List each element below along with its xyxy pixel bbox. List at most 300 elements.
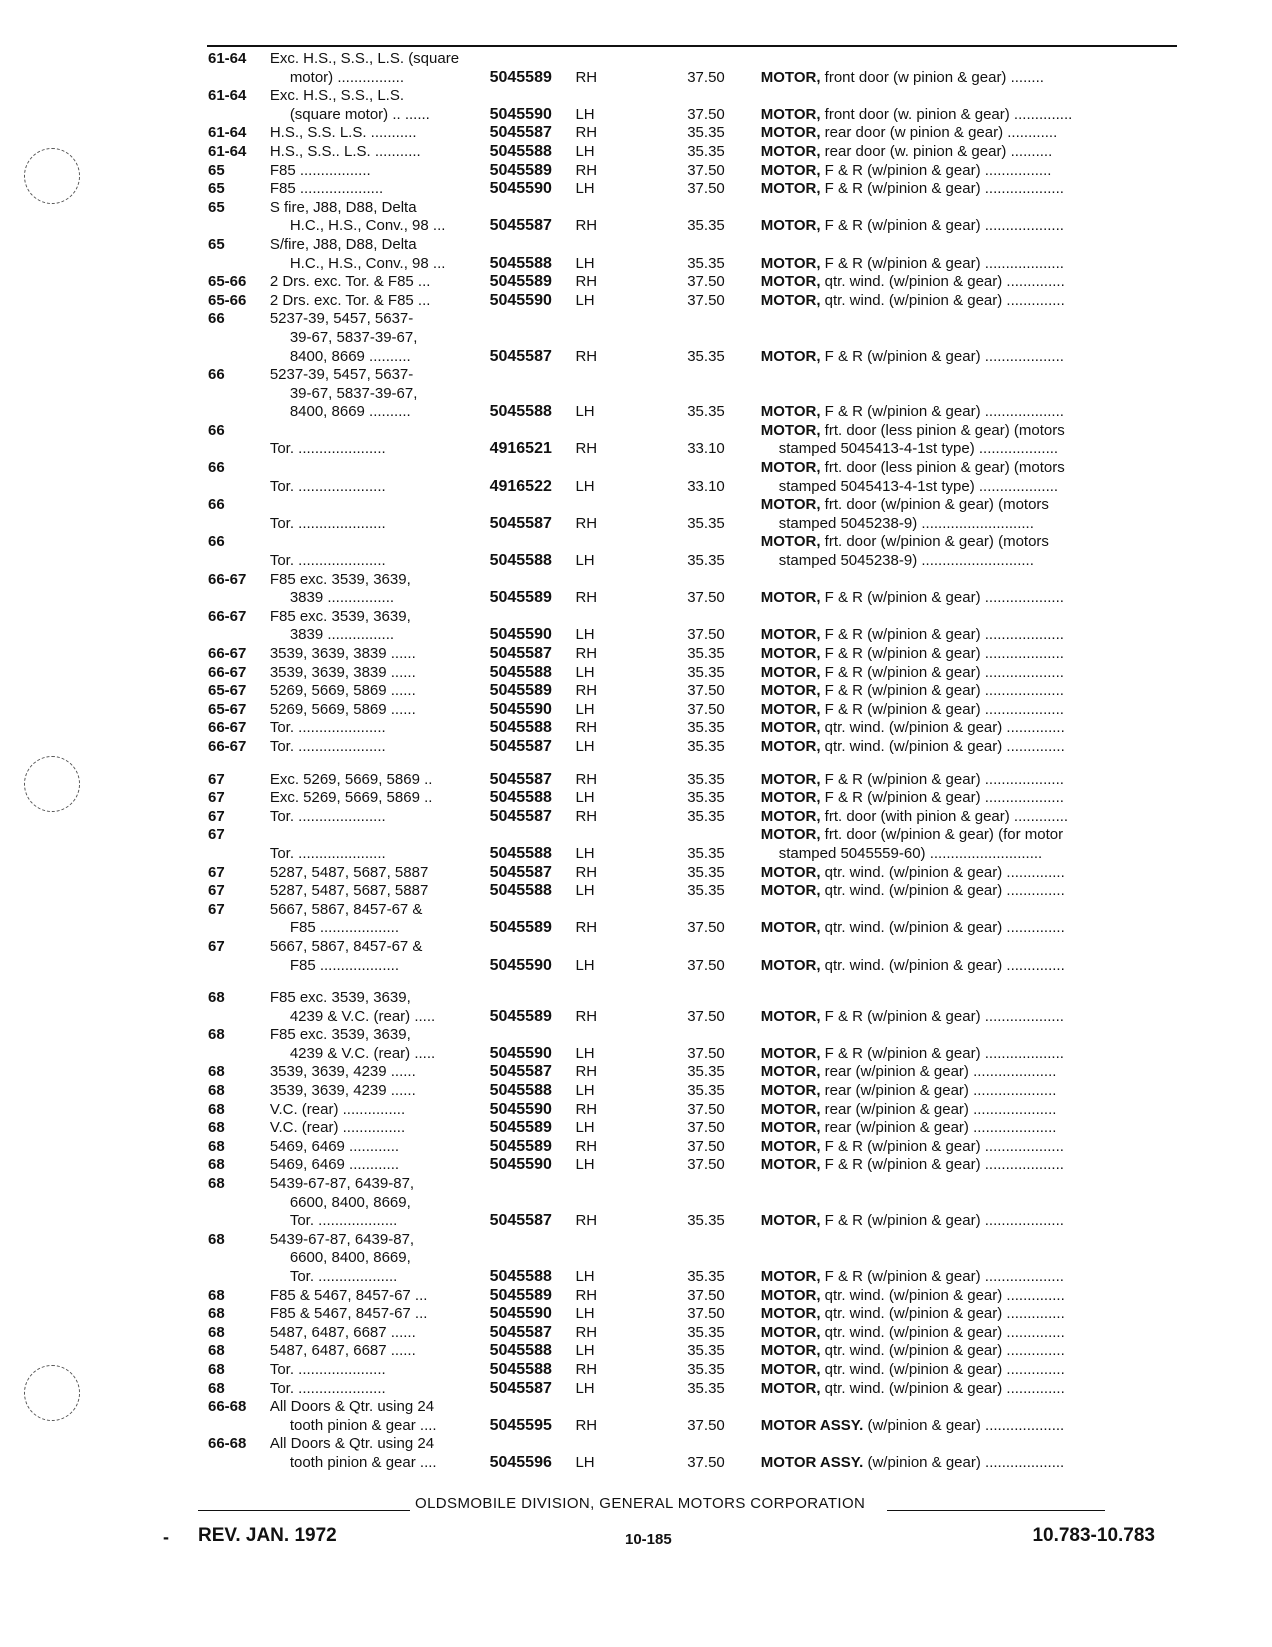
side: RH xyxy=(575,1323,598,1341)
model-year: 61-64 xyxy=(208,142,247,160)
part-number: 5045587 xyxy=(489,1323,552,1341)
description-line xyxy=(761,1156,1180,1175)
description xyxy=(761,719,1180,738)
table-row xyxy=(200,50,1180,87)
description-text: F & R (w/pinion & gear) ................... xyxy=(824,663,1064,681)
table-row xyxy=(200,682,1180,701)
description-text: F & R (w/pinion & gear) ................... xyxy=(824,1007,1064,1025)
model-year: 65-66 xyxy=(208,291,247,309)
description-line xyxy=(761,701,1180,720)
price: 37.50 xyxy=(687,1286,725,1304)
model-year: 65-67 xyxy=(208,682,247,700)
description-keyword: MOTOR, xyxy=(760,770,821,788)
description-text: qtr. wind. (w/pinion & gear) .............. xyxy=(824,882,1065,900)
description-line xyxy=(761,1324,1180,1343)
side: LH xyxy=(575,663,595,681)
model-year: 66-68 xyxy=(208,1398,247,1416)
application-line: V.C. (rear) ............... xyxy=(269,1100,406,1118)
application-line: F85 ................... xyxy=(289,956,400,974)
application-line: 5469, 6469 ............ xyxy=(269,1137,400,1155)
table-row xyxy=(200,124,1180,143)
table-row xyxy=(200,422,1180,459)
side: RH xyxy=(575,1416,598,1434)
description-text: frt. door (w/pinion & gear) (motors xyxy=(824,496,1049,514)
side: RH xyxy=(575,770,598,788)
application-line: Exc. 5269, 5669, 5869 .. xyxy=(269,770,433,788)
description-keyword: MOTOR, xyxy=(760,1305,821,1323)
part-number: 5045588 xyxy=(489,1360,552,1378)
description-keyword: MOTOR, xyxy=(760,273,821,291)
binder-hole-top xyxy=(24,148,80,204)
part-number: 5045588 xyxy=(489,552,552,570)
application-line: 8400, 8669 .......... xyxy=(289,403,411,421)
application-line: S/fire, J88, D88, Delta xyxy=(269,235,417,253)
description xyxy=(761,826,1180,863)
price: 37.50 xyxy=(687,161,725,179)
application-line: Exc. 5269, 5669, 5869 .. xyxy=(269,789,433,807)
application xyxy=(270,1026,490,1063)
part-number: 5045590 xyxy=(489,105,552,123)
application-line: Tor. ..................... xyxy=(269,552,386,570)
part-number: 5045589 xyxy=(489,273,552,291)
description-text: qtr. wind. (w/pinion & gear) .............. xyxy=(824,1379,1065,1397)
description-text: qtr. wind. (w/pinion & gear) .............. xyxy=(824,719,1065,737)
application xyxy=(270,989,490,1026)
description xyxy=(761,1026,1180,1063)
part-number: 5045587 xyxy=(489,645,552,662)
description-line xyxy=(761,180,1180,199)
side: RH xyxy=(575,1137,598,1155)
part-number: 5045589 xyxy=(489,919,552,937)
description-keyword: MOTOR, xyxy=(760,1323,821,1341)
part-number: 5045588 xyxy=(489,663,552,681)
application-line: 2 Drs. exc. Tor. & F85 ... xyxy=(269,291,431,309)
parts-table xyxy=(200,50,1180,1473)
description-line xyxy=(761,626,1180,645)
model-year: 61-64 xyxy=(208,124,247,142)
application xyxy=(270,496,490,533)
description xyxy=(761,1156,1180,1175)
description-text: stamped 5045413-4-1st type) ................... xyxy=(778,440,1059,458)
description xyxy=(761,682,1180,701)
description-line xyxy=(761,1082,1180,1101)
description-keyword: MOTOR, xyxy=(760,645,821,662)
description-keyword: MOTOR, xyxy=(760,142,821,160)
side: RH xyxy=(575,645,598,662)
description-text: qtr. wind. (w/pinion & gear) .............. xyxy=(824,919,1065,937)
price: 35.35 xyxy=(687,645,725,662)
description-text: F & R (w/pinion & gear) ................... xyxy=(824,217,1064,235)
table-row xyxy=(200,738,1180,757)
description-line xyxy=(761,826,1180,845)
price: 35.35 xyxy=(687,1063,725,1081)
application-line: Tor. ..................... xyxy=(269,440,386,458)
description-keyword: MOTOR, xyxy=(760,682,821,700)
price: 37.50 xyxy=(687,1100,725,1118)
table-row xyxy=(200,645,1180,664)
description-line xyxy=(761,1417,1180,1436)
description-keyword: MOTOR, xyxy=(760,1156,821,1174)
application-line: 5269, 5669, 5869 ...... xyxy=(269,700,416,718)
part-number: 5045589 xyxy=(489,682,552,700)
description-line xyxy=(761,808,1180,827)
table-row xyxy=(200,1361,1180,1380)
footer-rule-left xyxy=(198,1510,410,1511)
table-row xyxy=(200,901,1180,938)
part-number: 5045587 xyxy=(489,1063,552,1081)
model-year: 61-64 xyxy=(208,50,247,67)
description-line xyxy=(761,919,1180,938)
application xyxy=(270,808,490,827)
part-number: 5045587 xyxy=(489,863,552,881)
application-line: All Doors & Qtr. using 24 xyxy=(269,1435,435,1453)
side: LH xyxy=(575,700,595,718)
description-text: frt. door (less pinion & gear) (motors xyxy=(824,421,1065,439)
description-line xyxy=(761,422,1180,441)
description-line xyxy=(761,771,1180,790)
table-row xyxy=(200,664,1180,683)
part-number: 5045588 xyxy=(489,1082,552,1100)
table-row xyxy=(200,771,1180,790)
application xyxy=(270,459,490,496)
description xyxy=(761,1361,1180,1380)
gap-cell xyxy=(200,975,1180,989)
application xyxy=(270,771,490,790)
application xyxy=(270,1380,490,1399)
description xyxy=(761,1231,1180,1287)
application xyxy=(270,664,490,683)
description-line xyxy=(761,273,1180,292)
description-line xyxy=(761,1287,1180,1306)
side: LH xyxy=(575,626,595,644)
description-keyword: MOTOR, xyxy=(760,1286,821,1304)
application-line: 5287, 5487, 5687, 5887 xyxy=(269,882,429,900)
division-title: OLDSMOBILE DIVISION, GENERAL MOTORS CORPORATION xyxy=(415,1495,866,1512)
description-line xyxy=(761,440,1180,459)
description-keyword: MOTOR, xyxy=(760,105,821,123)
description-line xyxy=(761,645,1180,664)
part-number: 5045590 xyxy=(489,180,552,198)
description-line xyxy=(761,217,1180,236)
description-text: qtr. wind. (w/pinion & gear) .............. xyxy=(824,737,1065,755)
description-keyword: MOTOR, xyxy=(760,124,821,142)
table-row xyxy=(200,701,1180,720)
application xyxy=(270,273,490,292)
description-text: (w/pinion & gear) ................... xyxy=(867,1416,1065,1434)
description-keyword: MOTOR, xyxy=(760,956,821,974)
description-text: rear (w/pinion & gear) .................... xyxy=(824,1100,1057,1118)
table-row xyxy=(200,1082,1180,1101)
description-line xyxy=(761,682,1180,701)
application-line: Tor. ..................... xyxy=(269,807,386,825)
model-year: 68 xyxy=(208,1100,225,1118)
application-line: H.C., H.S., Conv., 98 ... xyxy=(289,217,446,235)
description-text: front door (w pinion & gear) ........ xyxy=(824,68,1044,86)
application xyxy=(270,938,490,975)
description-text: stamped 5045559-60) ........................... xyxy=(778,844,1043,862)
part-number: 5045587 xyxy=(489,217,552,235)
application xyxy=(270,422,490,459)
description xyxy=(761,1324,1180,1343)
application-line: F85 exc. 3539, 3639, xyxy=(269,989,411,1007)
description-keyword: MOTOR, xyxy=(760,496,821,514)
price: 37.50 xyxy=(687,626,725,644)
application-line: 4239 & V.C. (rear) ..... xyxy=(289,1044,436,1062)
description xyxy=(761,459,1180,496)
description-line xyxy=(761,789,1180,808)
description-text: F & R (w/pinion & gear) ................... xyxy=(824,180,1064,198)
side: LH xyxy=(575,1044,595,1062)
description-keyword: MOTOR, xyxy=(760,807,821,825)
table-row xyxy=(200,808,1180,827)
application-line: Tor. ..................... xyxy=(269,737,386,755)
part-number: 5045589 xyxy=(489,161,552,179)
description-line xyxy=(761,348,1180,367)
side: LH xyxy=(575,1156,595,1174)
description xyxy=(761,1082,1180,1101)
description xyxy=(761,1287,1180,1306)
side: LH xyxy=(575,737,595,755)
side: LH xyxy=(575,105,595,123)
table-row xyxy=(200,1435,1180,1472)
model-year: 66-67 xyxy=(208,663,247,681)
model-year: 65-66 xyxy=(208,273,247,291)
description xyxy=(761,1175,1180,1231)
description-line xyxy=(761,69,1180,88)
application xyxy=(270,789,490,808)
description-keyword: MOTOR, xyxy=(760,719,821,737)
description-text: front door (w. pinion & gear) .............. xyxy=(824,105,1073,123)
part-number: 5045588 xyxy=(489,1342,552,1360)
description-line xyxy=(761,292,1180,311)
application xyxy=(270,1063,490,1082)
table-row xyxy=(200,571,1180,608)
price: 37.50 xyxy=(687,1007,725,1025)
price: 37.50 xyxy=(687,1156,725,1174)
model-year: 68 xyxy=(208,1026,225,1044)
description xyxy=(761,310,1180,366)
side: LH xyxy=(575,1119,595,1137)
description-line xyxy=(761,1342,1180,1361)
application xyxy=(270,1231,490,1287)
application xyxy=(270,1119,490,1138)
description-text: stamped 5045413-4-1st type) ................... xyxy=(778,477,1059,495)
side: RH xyxy=(575,440,598,458)
application-line: Exc. H.S., S.S., L.S. (square xyxy=(269,50,460,67)
description xyxy=(761,608,1180,645)
application-line: 5487, 6487, 6687 ...... xyxy=(269,1342,416,1360)
description-line xyxy=(761,1045,1180,1064)
table-row xyxy=(200,236,1180,273)
application-line: All Doors & Qtr. using 24 xyxy=(269,1398,435,1416)
description-line xyxy=(761,1454,1180,1473)
part-number: 5045588 xyxy=(489,254,552,272)
side: LH xyxy=(575,1305,595,1323)
application-line: 3539, 3639, 3839 ...... xyxy=(269,663,416,681)
description-line xyxy=(761,403,1180,422)
application xyxy=(270,608,490,645)
description-line xyxy=(761,533,1180,552)
model-year: 66-67 xyxy=(208,719,247,737)
description-line xyxy=(761,882,1180,901)
table-row xyxy=(200,1398,1180,1435)
model-year: 66 xyxy=(208,496,225,514)
table-row xyxy=(200,1101,1180,1120)
model-year: 68 xyxy=(208,1119,225,1137)
application-line: H.C., H.S., Conv., 98 ... xyxy=(289,254,446,272)
description-text: F & R (w/pinion & gear) ................... xyxy=(824,254,1064,272)
side: RH xyxy=(575,682,598,700)
description-keyword: MOTOR, xyxy=(760,533,821,551)
part-number: 5045587 xyxy=(489,514,552,532)
description-keyword: MOTOR, xyxy=(760,1119,821,1137)
price: 35.35 xyxy=(687,719,725,737)
application xyxy=(270,1324,490,1343)
side: LH xyxy=(575,142,595,160)
description-text: qtr. wind. (w/pinion & gear) .............. xyxy=(824,1305,1065,1323)
description-keyword: MOTOR, xyxy=(760,789,821,807)
description-text: rear (w/pinion & gear) .................... xyxy=(824,1082,1057,1100)
part-number: 5045588 xyxy=(489,789,552,807)
price: 37.50 xyxy=(687,682,725,700)
price: 33.10 xyxy=(687,440,725,458)
price: 35.35 xyxy=(687,1268,725,1285)
application-line: 5269, 5669, 5869 ...... xyxy=(269,682,416,700)
description-line xyxy=(761,1119,1180,1138)
gap-cell xyxy=(200,757,1180,771)
part-number: 5045587 xyxy=(489,807,552,825)
description-text: qtr. wind. (w/pinion & gear) .............. xyxy=(824,1342,1065,1360)
price: 35.35 xyxy=(687,1323,725,1341)
application xyxy=(270,701,490,720)
side: LH xyxy=(575,1379,595,1397)
application-line: Tor. ..................... xyxy=(269,477,386,495)
table-row xyxy=(200,608,1180,645)
section-number: 10.783-10.783 xyxy=(1032,1525,1155,1546)
price: 37.50 xyxy=(687,291,725,309)
application xyxy=(270,162,490,181)
description-line xyxy=(761,1008,1180,1027)
price: 37.50 xyxy=(687,1453,725,1471)
price: 37.50 xyxy=(687,919,725,937)
price: 35.35 xyxy=(687,552,725,570)
footer-rule-right xyxy=(887,1510,1105,1511)
model-year: 67 xyxy=(208,900,225,918)
application-line: Tor. ..................... xyxy=(269,844,386,862)
description-line xyxy=(761,1212,1180,1231)
part-number: 5045590 xyxy=(489,1156,552,1174)
side: RH xyxy=(575,1007,598,1025)
part-number: 5045587 xyxy=(489,770,552,788)
part-number: 5045587 xyxy=(489,1212,552,1230)
table-row xyxy=(200,310,1180,366)
description xyxy=(761,1380,1180,1399)
description-text: frt. door (w/pinion & gear) (for motor xyxy=(824,826,1064,844)
application xyxy=(270,1156,490,1175)
side: LH xyxy=(575,403,595,421)
application xyxy=(270,1398,490,1435)
description xyxy=(761,864,1180,883)
application-line: 5237-39, 5457, 5637- xyxy=(269,310,414,328)
description-keyword: MOTOR, xyxy=(760,1212,821,1230)
description-text: qtr. wind. (w/pinion & gear) .............. xyxy=(824,1323,1065,1341)
description xyxy=(761,738,1180,757)
description-line xyxy=(761,957,1180,976)
application xyxy=(270,901,490,938)
application-line: 5287, 5487, 5687, 5887 xyxy=(269,863,429,881)
description xyxy=(761,645,1180,664)
application-line: 3539, 3639, 4239 ...... xyxy=(269,1063,416,1081)
application-line: 6600, 8400, 8669, xyxy=(289,1193,411,1211)
side: LH xyxy=(575,956,595,974)
model-year: 65 xyxy=(208,198,225,216)
application xyxy=(270,1287,490,1306)
description xyxy=(761,1063,1180,1082)
description-text: rear door (w pinion & gear) ............ xyxy=(824,124,1058,142)
description-line xyxy=(761,1138,1180,1157)
application xyxy=(270,826,490,863)
description-line xyxy=(761,1380,1180,1399)
description-text: F & R (w/pinion & gear) ................... xyxy=(824,347,1064,365)
price: 35.35 xyxy=(687,1342,725,1360)
description xyxy=(761,162,1180,181)
description-text: stamped 5045238-9) ........................... xyxy=(778,514,1034,532)
side: RH xyxy=(575,514,598,532)
model-year: 68 xyxy=(208,1082,225,1100)
binder-hole-bottom xyxy=(24,1365,80,1421)
price: 35.35 xyxy=(687,1082,725,1100)
side: RH xyxy=(575,919,598,937)
side: RH xyxy=(575,863,598,881)
application xyxy=(270,645,490,664)
description-line xyxy=(761,255,1180,274)
application-line: F85 ................... xyxy=(289,919,400,937)
application-line: tooth pinion & gear .... xyxy=(289,1416,437,1434)
application-line: 8400, 8669 .......... xyxy=(289,347,411,365)
side: RH xyxy=(575,719,598,737)
side: LH xyxy=(575,1342,595,1360)
description-text: frt. door (with pinion & gear) ............. xyxy=(824,807,1069,825)
section-gap xyxy=(200,975,1180,989)
model-year: 66-67 xyxy=(208,570,247,588)
application-line: Tor. ..................... xyxy=(269,1360,386,1378)
description-keyword: MOTOR, xyxy=(760,1137,821,1155)
part-number: 5045589 xyxy=(489,1286,552,1304)
table-row xyxy=(200,719,1180,738)
application xyxy=(270,180,490,199)
side: RH xyxy=(575,68,598,86)
model-year: 65 xyxy=(208,161,225,179)
description xyxy=(761,789,1180,808)
model-year: 66-67 xyxy=(208,737,247,755)
description-line xyxy=(761,143,1180,162)
application-line: 39-67, 5837-39-67, xyxy=(289,384,418,402)
price: 37.50 xyxy=(687,180,725,198)
description-line xyxy=(761,719,1180,738)
side: LH xyxy=(575,882,595,900)
price: 35.35 xyxy=(687,863,725,881)
description xyxy=(761,901,1180,938)
model-year: 61-64 xyxy=(208,87,247,105)
model-year: 68 xyxy=(208,1305,225,1323)
description-keyword: MOTOR, xyxy=(760,589,821,607)
side: RH xyxy=(575,589,598,607)
table-row xyxy=(200,496,1180,533)
application-line: S fire, J88, D88, Delta xyxy=(269,198,417,216)
side: RH xyxy=(575,273,598,291)
margin-dash: - xyxy=(163,1527,169,1547)
side: LH xyxy=(575,1082,595,1100)
